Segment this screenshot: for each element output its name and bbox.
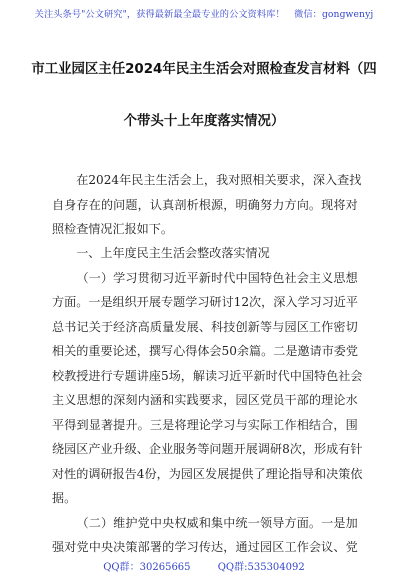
body-text-line: 自 身 存 在 的 问 题 ， 认 真 剖 析 根 源 ， 明 确 努 力 方 向 。 现 将 对: [52, 198, 358, 212]
body-text-line: 在 2024 年 民 主 生 活 会 上 ， 我 对 照 相 关 要 求 ， 深 入 查 找: [76, 173, 362, 187]
body-text-line: 总 书 记 关 于 经 济 高 质 量 发 展 、 科 技 创 新 等 与 园 区 工 作 密 切: [52, 320, 358, 334]
body-text-line: 校 教 授 进 行 专 题 讲 座 5 场 ， 解 读 习 近 平 新 时 代 中 国 特 色 社 会: [52, 369, 363, 383]
body-text-line: 相 关 的 重 要 论 述 ， 撰 写 心 得 体 会 50 余 篇 。 二 是 邀 请 市 委 党: [52, 344, 359, 358]
body-text-line: 一、上年度民主生活会整改落实情况: [52, 246, 270, 260]
document-title-line-1: 市工业园区主任2024年民主生活会对照检查发言材料（四: [31, 62, 377, 77]
body-text-line: （ 一 ） 学 习 贯 彻 习 近 平 新 时 代 中 国 特 色 社 会 主 义 思 想: [76, 271, 358, 285]
body-text-line: 强 对 党 中 央 决 策 部 署 的 学 习 传 达 ， 通 过 园 区 工 作 会 议 、 党: [52, 540, 358, 554]
body-text-line: 平 得 到 显 著 提 升 。 三 是 将 理 论 学 习 与 实 际 工 作 相 结 合 ， 围: [52, 418, 358, 432]
body-text-line: 据。: [52, 491, 77, 505]
header-banner: 关注头条号"公文研究"，获得最新最全最专业的公文资料库！ 微信：gongwenyj: [34, 9, 374, 20]
footer-qq-group-1: QQ群：30265665: [103, 562, 191, 573]
body-text-line: 照检查情况汇报如下。: [52, 222, 173, 236]
document-title-line-2: 个带头十上年度落实情况）: [123, 114, 285, 129]
body-text-line: 绕 园 区 产 业 升 级 、 企 业 服 务 等 问 题 开 展 调 研 8 次 ， 形 成 有 针: [52, 442, 363, 456]
body-text-line: 方 面 。 一 是 组 织 开 展 专 题 学 习 研 讨 12 次 ， 深 入 学 习 习 近 平: [52, 295, 359, 309]
footer-qq-group-2: QQ群:535304092: [217, 562, 305, 573]
body-text-line: 主 义 思 想 的 深 刻 内 涵 和 实 践 要 求 ， 园 区 党 员 干 部 的 理 论 水: [52, 393, 358, 407]
footer: [0, 558, 408, 573]
body-text-line: 对 性 的 调 研 报 告 4 份 ， 为 园 区 发 展 提 供 了 理 论 指 导 和 决 策 依: [52, 467, 363, 481]
body-text-line: （ 二 ） 维 护 党 中 央 权 威 和 集 中 统 一 领 导 方 面 。 一 是 加: [76, 516, 358, 530]
